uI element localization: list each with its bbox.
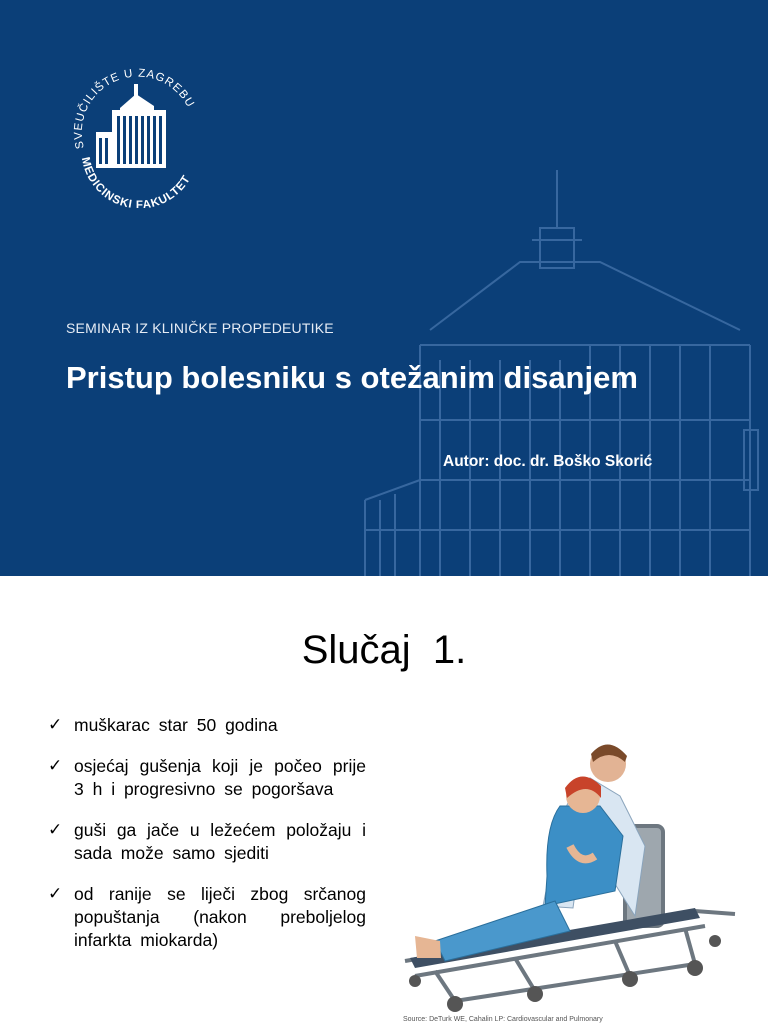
list-item xyxy=(46,714,366,737)
bullet-text: od ranije se liječi zbog srčanog popuštanja (nakon preboljelog infarkta miokarda) xyxy=(74,884,366,950)
bullet-text: muškarac star 50 godina xyxy=(74,715,278,735)
author-line: Autor: doc. dr. Boško Skorić xyxy=(443,453,653,470)
patient-stretcher-illustration xyxy=(395,736,745,1021)
logo-arc-top-text: SVEUČILIŠTE U ZAGREBU xyxy=(72,67,197,150)
seminar-subtitle: SEMINAR IZ KLINIČKE PROPEDEUTIKE xyxy=(66,320,334,336)
image-source-caption: Source: DeTurk WE, Cahalin LP: Cardiovascular and Pulmonary xyxy=(403,1016,603,1023)
logo-arc-bottom-text: MEDICINSKI FAKULTET xyxy=(78,156,194,208)
case-title: Slučaj 1. xyxy=(301,628,467,672)
case-slide xyxy=(0,576,768,1024)
university-logo xyxy=(62,58,212,208)
checkmark-icon: ✓ xyxy=(48,756,63,775)
list-item xyxy=(46,755,366,801)
checkmark-icon: ✓ xyxy=(48,715,63,734)
checkmark-icon: ✓ xyxy=(48,884,63,903)
slide-title: Pristup bolesniku s otežanim disanjem xyxy=(66,360,638,395)
bullet-text: guši ga jače u ležećem položaju i sada može samo sjediti xyxy=(74,820,366,863)
list-item xyxy=(46,883,366,952)
checkmark-icon: ✓ xyxy=(48,820,63,839)
case-bullet-list xyxy=(46,714,366,970)
bullet-text: osjećaj gušenja koji je počeo prije 3 h i progresivno se pogoršava xyxy=(74,756,366,799)
list-item xyxy=(46,819,366,865)
